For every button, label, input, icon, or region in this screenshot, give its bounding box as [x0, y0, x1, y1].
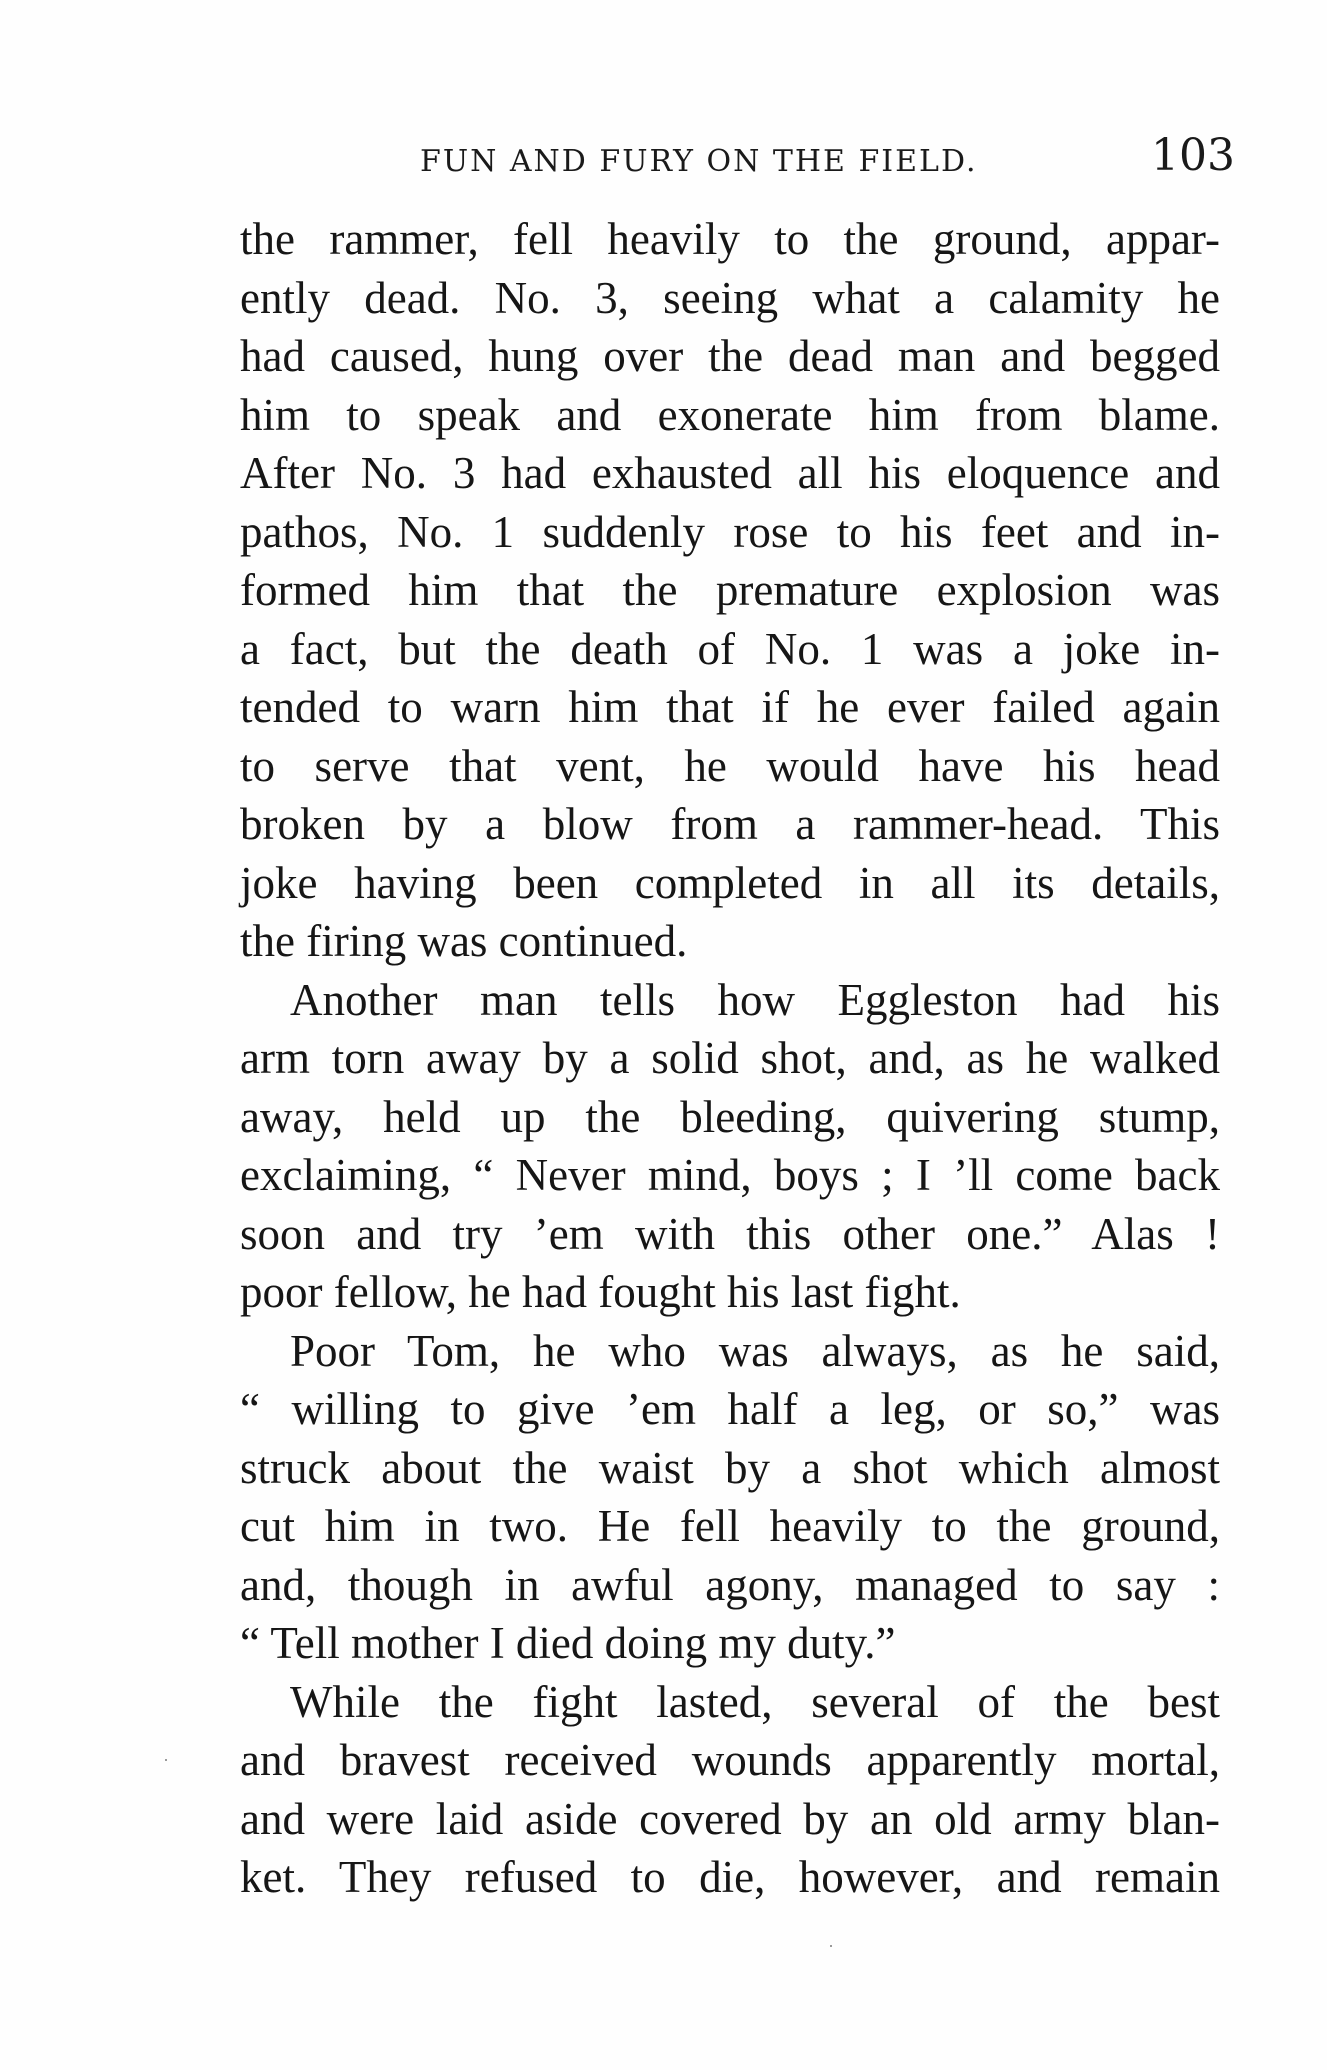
paragraph-2 [240, 971, 1220, 1322]
running-head [240, 130, 1235, 190]
text-line: joke having been completed in all its details, [240, 857, 1220, 908]
paper-speck [165, 1759, 167, 1761]
text-line: Poor Tom, he who was always, as he said, [290, 1325, 1220, 1376]
running-title: FUN AND FURY ON THE FIELD. [420, 144, 978, 179]
text-line: away, held up the bleeding, quivering stump, [240, 1091, 1220, 1142]
text-line: broken by a blow from a rammer-head. This [240, 799, 1220, 849]
text-line: cut him in two. He fell heavily to the ground, [240, 1501, 1220, 1551]
text-line: poor fellow, he had fought his last fight. [240, 1267, 961, 1317]
text-line: exclaiming, “ Never mind, boys ; I ’ll come back [240, 1150, 1220, 1200]
text-line: struck about the waist by a shot which almost [240, 1442, 1220, 1493]
text-line: and bravest received wounds apparently mortal, [240, 1735, 1220, 1785]
paper-speck [830, 1945, 832, 1947]
page-number: 103 [1151, 130, 1235, 181]
text-line: ket. They refused to die, however, and remain [240, 1852, 1220, 1902]
text-line: and, though in awful agony, managed to say : [240, 1559, 1220, 1610]
text-line: pathos, No. 1 suddenly rose to his feet and in- [240, 506, 1220, 557]
text-line: formed him that the premature explosion was [240, 565, 1220, 615]
text-line: and were laid aside covered by an old army blan- [240, 1793, 1220, 1844]
text-line: “ willing to give ’em half a leg, or so,” was [240, 1384, 1220, 1434]
text-line: After No. 3 had exhausted all his eloquence and [240, 448, 1220, 498]
text-line: arm torn away by a solid shot, and, as he walked [240, 1033, 1220, 1083]
text-line: While the fight lasted, several of the best [290, 1676, 1220, 1727]
text-line: Another man tells how Eggleston had his [290, 974, 1220, 1025]
text-line: ently dead. No. 3, seeing what a calamity he [240, 272, 1220, 323]
text-line: a fact, but the death of No. 1 was a joke in- [240, 623, 1220, 674]
body-text [240, 210, 1220, 1907]
text-line: had caused, hung over the dead man and begged [240, 331, 1220, 381]
paragraph-4 [240, 1673, 1220, 1907]
text-line: the firing was continued. [240, 916, 688, 966]
text-line: “ Tell mother I died doing my duty.” [240, 1618, 896, 1668]
paragraph-1 [240, 210, 1220, 971]
text-line: soon and try ’em with this other one.” Alas ! [240, 1208, 1220, 1259]
text-line: tended to warn him that if he ever failed again [240, 682, 1220, 732]
text-line: him to speak and exonerate him from blame. [240, 389, 1220, 440]
text-line: the rammer, fell heavily to the ground, appar- [240, 214, 1220, 264]
text-line: to serve that vent, he would have his head [240, 740, 1220, 791]
paragraph-3 [240, 1322, 1220, 1673]
